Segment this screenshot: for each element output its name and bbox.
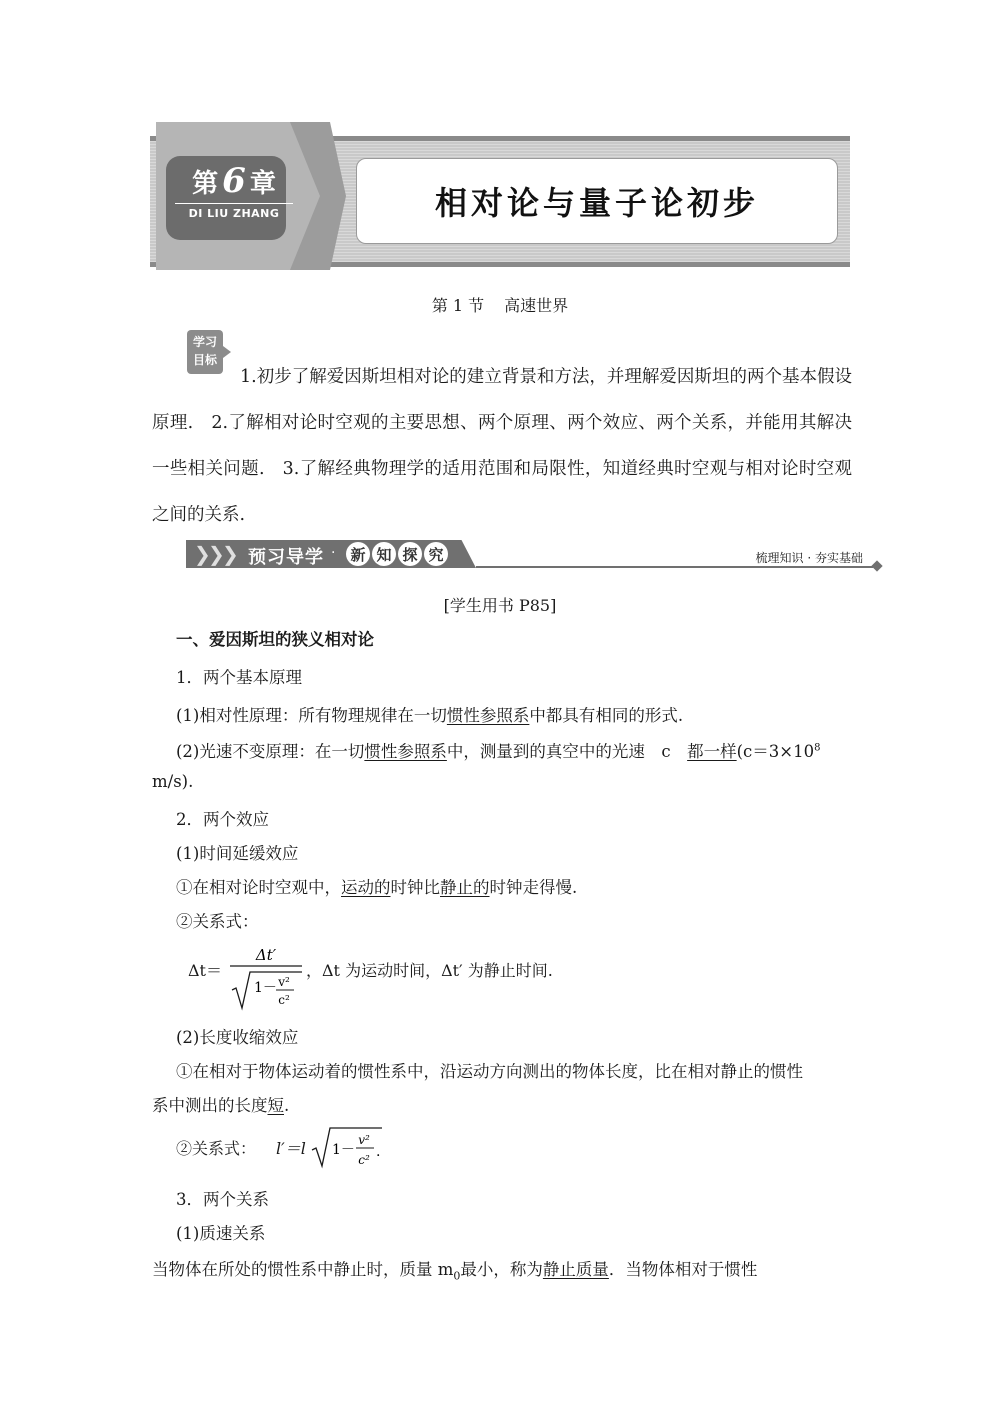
- learning-objectives-text: 1.初步了解爱因斯坦相对论的建立背景和方法，并理解爱因斯坦的两个基本假设原理. 2.了解相对论时空观的主要思想、两个原理、两个效应、两个关系，并能用其解决一些相关问题. 3.了解经典物理学的适用范围和局限性，知道经典时空观与相对论时空观之间的关系.: [152, 367, 852, 525]
- answer-underlined: 都一样: [687, 742, 737, 761]
- svg-text:v²: v²: [278, 975, 290, 989]
- paragraph-rest-mass: [152, 1256, 757, 1282]
- heading-two-relations: 3．两个关系: [176, 1190, 269, 1209]
- svg-text:1－: 1－: [254, 980, 277, 996]
- formula-expression: l′＝l: [276, 1139, 306, 1158]
- svg-text:.: .: [376, 1144, 381, 1160]
- section-number: 第 1 节: [431, 296, 485, 315]
- text: 时钟比: [390, 878, 440, 897]
- formula-fraction: [228, 944, 304, 1012]
- section-name: 高速世界: [504, 296, 569, 315]
- formula-sqrt: [310, 1124, 386, 1170]
- svg-text:1－: 1－: [332, 1142, 355, 1158]
- paragraph-light-speed-units: m/s).: [152, 772, 194, 791]
- text: 中，测量到的真空中的光速 c: [446, 742, 688, 761]
- chapter-label: [175, 161, 293, 220]
- answer-underlined: 惯性参照系: [364, 742, 447, 761]
- svg-text:c²: c²: [358, 1153, 370, 1167]
- answer-underlined: 惯性参照系: [446, 706, 530, 725]
- formula-numerator: Δt′: [255, 946, 277, 964]
- pill-char: 知: [372, 542, 396, 566]
- text: (1)相对性原理：所有物理规律在一切: [176, 706, 447, 725]
- diamond-icon: [871, 560, 882, 571]
- chapter-banner: [150, 122, 850, 270]
- chapter-title: 相对论与量子论初步: [434, 184, 759, 222]
- text: (c＝3×10: [736, 742, 815, 761]
- text: 中都具有相同的形式.: [529, 706, 684, 725]
- chevron-right-icon: ❯: [208, 542, 225, 566]
- chevron-right-icon: ❯: [194, 542, 211, 566]
- chapter-title-box: [356, 158, 838, 244]
- formula-lhs: Δt＝: [188, 961, 222, 980]
- paragraph-length-contraction: (2)长度收缩效应: [176, 1028, 299, 1047]
- text: ．当物体相对于惯性: [608, 1260, 758, 1279]
- section-header-rule: [476, 566, 873, 568]
- section-header-bar: [186, 540, 881, 570]
- paragraph-mass-velocity: (1)质速关系: [176, 1224, 266, 1243]
- heading-1: 一、爱因斯坦的狭义相对论: [176, 630, 374, 649]
- text: ①在相对论时空观中，: [176, 878, 341, 897]
- answer-underlined: 运动的: [341, 878, 391, 897]
- text: 最小，称为: [460, 1260, 543, 1279]
- badge-line-1: 学习: [192, 335, 217, 349]
- chapter-pinyin: DI LIU ZHANG: [175, 203, 293, 220]
- formula-label: ②关系式：: [176, 1139, 257, 1158]
- pill-char: 新: [346, 542, 370, 566]
- subscript: 0: [453, 1269, 461, 1283]
- svg-text:c²: c²: [278, 993, 290, 1007]
- book-reference: [学生用书 P85]: [443, 596, 557, 615]
- paragraph-relativity-principle: [176, 702, 683, 726]
- text: 当物体在所处的惯性系中静止时，质量 m: [152, 1260, 454, 1279]
- text: .: [284, 1096, 290, 1115]
- chapter-number: 6: [222, 161, 246, 201]
- section-title: [0, 293, 1000, 316]
- formula-note: ，Δt 为运动时间，Δt′ 为静止时间.: [306, 961, 553, 980]
- heading-two-effects: 2．两个效应: [176, 810, 269, 829]
- paragraph-relation-label: ②关系式：: [176, 912, 259, 931]
- svg-text:v²: v²: [358, 1133, 370, 1147]
- chapter-prefix: 第: [192, 169, 219, 199]
- paragraph-light-speed-principle: [176, 738, 821, 762]
- paragraph-length-contraction-desc: ①在相对于物体运动着的惯性系中，沿运动方向测出的物体长度，比在相对静止的惯性: [176, 1062, 803, 1081]
- chevron-right-icon: ❯: [222, 542, 239, 566]
- section-header-pills: [346, 542, 448, 566]
- paragraph-time-dilation: (1)时间延缓效应: [176, 844, 299, 863]
- heading-two-principles: 1．两个基本原理: [176, 668, 302, 687]
- answer-underlined: 短: [267, 1096, 284, 1115]
- exponent: 8: [814, 742, 821, 754]
- pill-char: 探: [398, 542, 422, 566]
- section-header-separator: ·: [331, 545, 336, 561]
- answer-underlined: 静止的: [440, 878, 490, 897]
- chapter-suffix: 章: [249, 169, 276, 199]
- paragraph-length-contraction-desc-cont: [152, 1092, 289, 1116]
- text: 时钟走得慢.: [489, 878, 578, 897]
- badge-line-2: 目标: [192, 353, 217, 367]
- text: 系中测出的长度: [152, 1096, 268, 1115]
- paragraph-time-dilation-desc: [176, 874, 577, 898]
- answer-underlined: 静止质量: [542, 1260, 609, 1279]
- section-header-subtitle: 梳理知识 · 夯实基础: [755, 551, 863, 565]
- section-header-label: 预习导学: [248, 547, 324, 568]
- pill-char: 究: [424, 542, 448, 566]
- text: (2)光速不变原理：在一切: [176, 742, 365, 761]
